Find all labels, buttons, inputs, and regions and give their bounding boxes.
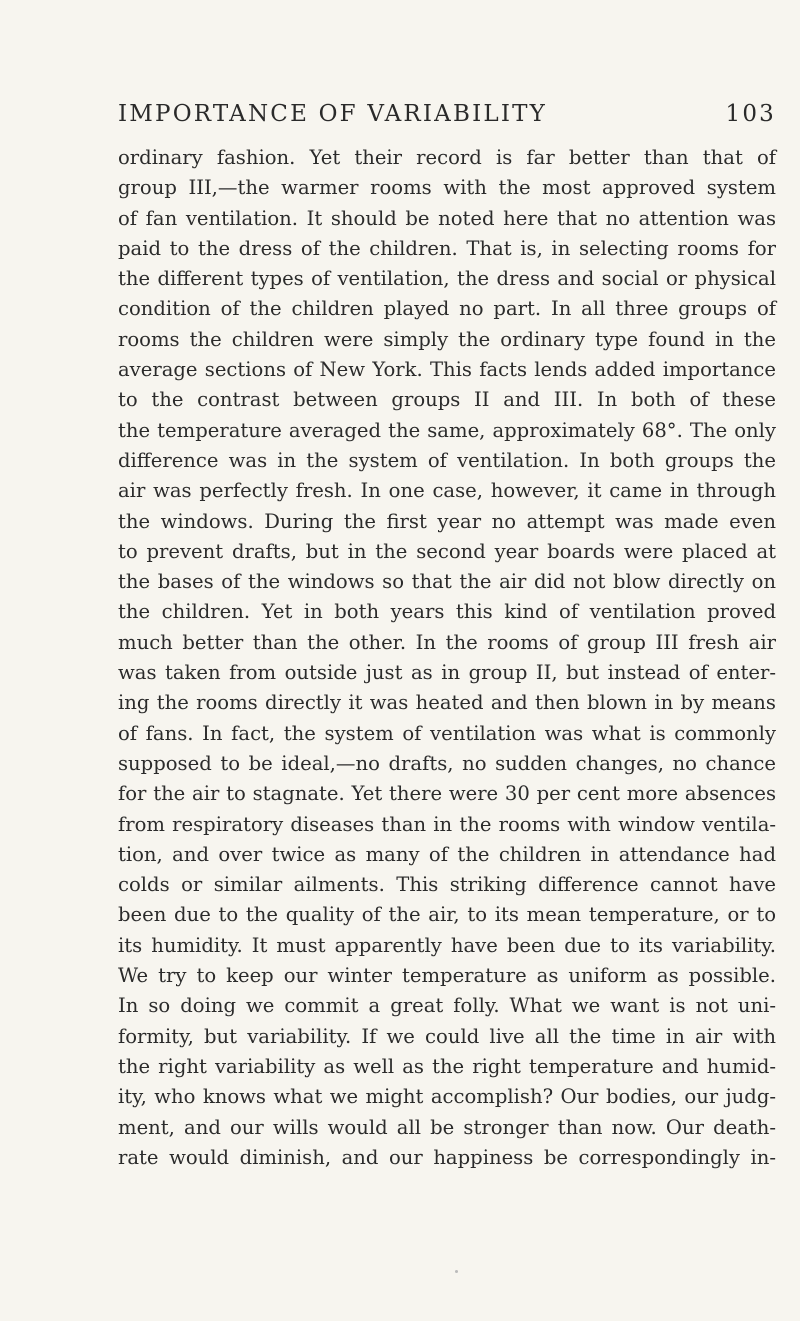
text-line: been due to the quality of the air, to its mean temperature, or to	[118, 903, 776, 927]
text-line: difference was in the system of ventilation. In both groups the	[118, 448, 776, 472]
text-line: of fan ventilation. It should be noted here that no attention was	[118, 206, 776, 230]
text-line: condition of the children played no part. In all three groups of	[118, 297, 776, 321]
text-line: group III,—the warmer rooms with the most approved system	[118, 176, 776, 200]
page-number: 103	[725, 101, 776, 127]
text-line: the children. Yet in both years this kind of ventilation proved	[118, 600, 776, 624]
paper-speck	[455, 1270, 458, 1273]
text-line: to prevent drafts, but in the second year boards were placed at	[118, 539, 776, 563]
text-line: from respiratory diseases than in the rooms with window ventila-	[118, 812, 776, 836]
text-line: tion, and over twice as many of the children in attendance had	[118, 842, 776, 866]
text-line: the right variability as well as the right temperature and humid-	[118, 1054, 776, 1078]
text-line: rate would diminish, and our happiness be correspondingly in-	[118, 1145, 776, 1169]
text-line: the windows. During the first year no attempt was made even	[118, 509, 776, 533]
text-line: We try to keep our winter temperature as uniform as possible.	[118, 964, 776, 988]
text-line: to the contrast between groups II and III. In both of these	[118, 388, 776, 412]
text-line: ity, who knows what we might accomplish? Our bodies, our judg-	[118, 1085, 776, 1109]
text-line: ment, and our wills would all be stronger than now. Our death-	[118, 1115, 776, 1139]
running-title: IMPORTANCE OF VARIABILITY	[118, 101, 548, 127]
text-line: paid to the dress of the children. That is, in selecting rooms for	[118, 236, 776, 260]
text-line: formity, but variability. If we could live all the time in air with	[118, 1024, 776, 1048]
text-line: average sections of New York. This facts lends added importance	[118, 358, 776, 382]
text-line: of fans. In fact, the system of ventilation was what is commonly	[118, 721, 776, 745]
text-line: rooms the children were simply the ordinary type found in the	[118, 327, 776, 351]
text-line: ordinary fashion. Yet their record is far better than that of	[118, 146, 776, 169]
text-line: colds or similar ailments. This striking difference cannot have	[118, 873, 776, 897]
text-line: its humidity. It must apparently have been due to its variability.	[118, 933, 776, 957]
text-line: much better than the other. In the rooms of group III fresh air	[118, 630, 776, 654]
text-line: In so doing we commit a great folly. What we want is not uni-	[118, 994, 776, 1018]
body-text	[118, 143, 776, 1173]
text-line: for the air to stagnate. Yet there were 30 per cent more absences	[118, 782, 776, 806]
text-line: the bases of the windows so that the air did not blow directly on	[118, 570, 776, 594]
running-head	[118, 101, 776, 141]
text-line: the different types of ventilation, the dress and social or physical	[118, 267, 776, 291]
text-line: supposed to be ideal,—no drafts, no sudden changes, no chance	[118, 751, 776, 775]
text-line: the temperature averaged the same, approximately 68°. The only	[118, 418, 776, 442]
text-line: air was perfectly fresh. In one case, however, it came in through	[118, 479, 776, 503]
text-line: was taken from outside just as in group II, but instead of enter-	[118, 661, 776, 685]
text-line: ing the rooms directly it was heated and then blown in by means	[118, 691, 776, 715]
